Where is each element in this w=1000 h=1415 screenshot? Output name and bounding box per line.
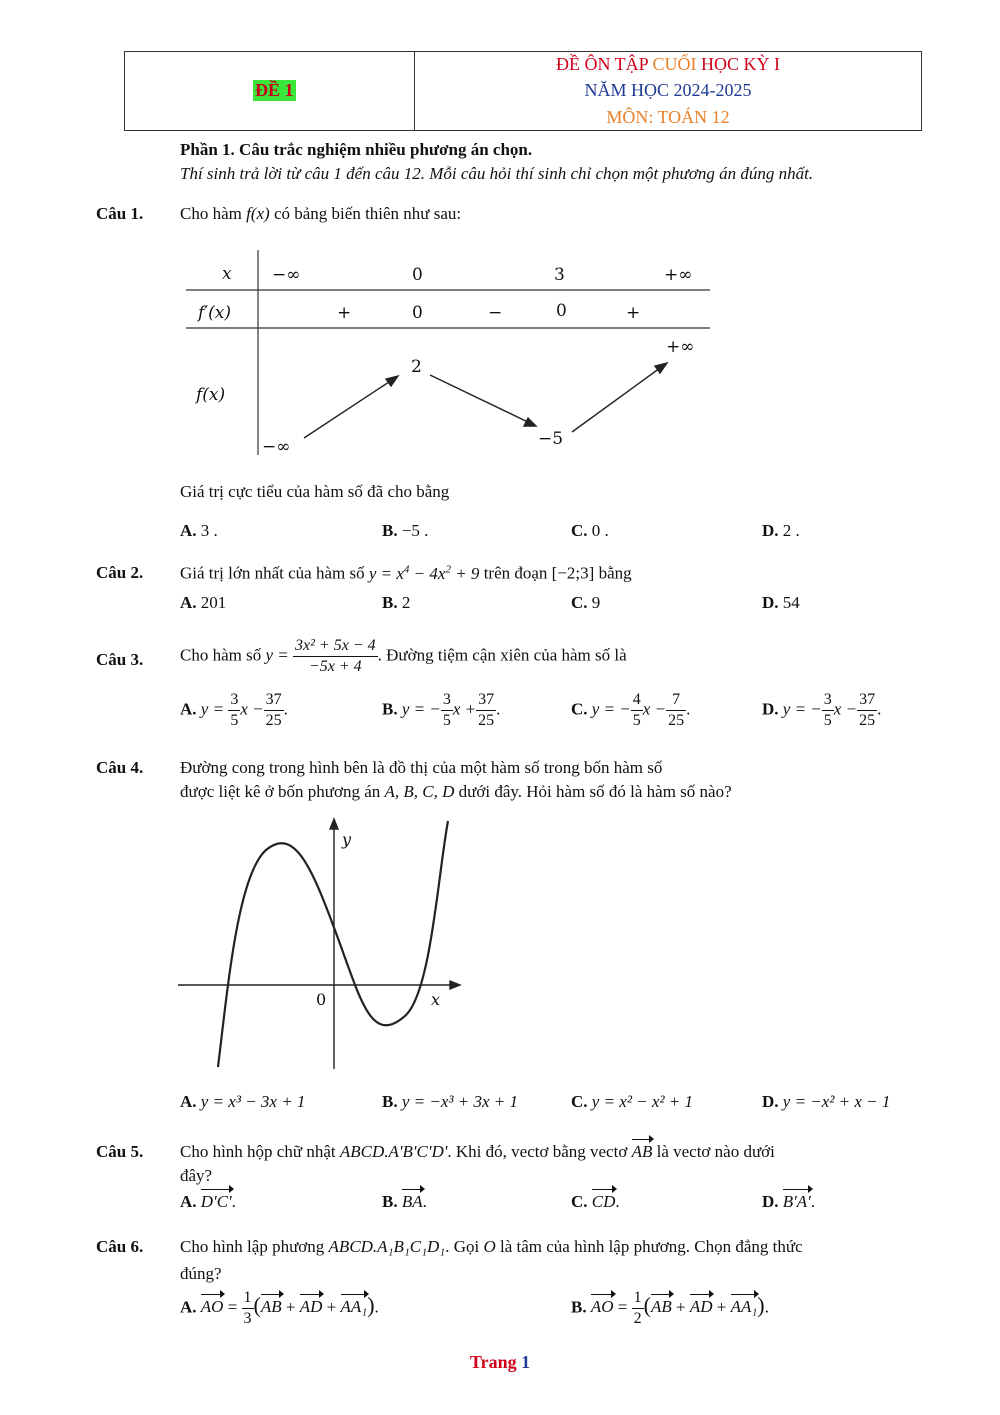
school-year: NĂM HỌC 2024-2025 bbox=[584, 80, 752, 100]
q3-option-a[interactable]: A. y = $\frac{3}{5}$ x − $\frac{37}{25}$ . bbox=[180, 691, 288, 729]
q5-option-a[interactable]: A. D'C'. bbox=[180, 1192, 236, 1211]
exam-title: ĐỀ ÔN TẬP CUỐI HỌC KỲ I bbox=[555, 54, 780, 74]
sign: 0 bbox=[556, 301, 567, 321]
x-value: −∞ bbox=[272, 265, 301, 285]
f-value: −5 bbox=[538, 429, 564, 449]
q3-label: Câu 3. bbox=[96, 650, 144, 669]
sign: − bbox=[488, 303, 503, 323]
q1-option-a[interactable]: A. 3 . bbox=[180, 521, 218, 540]
f-value: −∞ bbox=[262, 437, 291, 457]
q6-option-a[interactable]: A. AO = $\frac{1}{3}$ (AB + AD + AA₁). bbox=[180, 1289, 379, 1327]
sign: + bbox=[337, 303, 352, 323]
q2-option-d[interactable]: D. 54 bbox=[762, 593, 800, 612]
q6-line2: đúng? bbox=[180, 1264, 222, 1283]
q5-label: Câu 5. bbox=[96, 1142, 144, 1161]
q2-text: Giá trị lớn nhất của hàm số $y = x^4 - 4x^2 + 9$ trên đoạn [−2;3] bằng bbox=[180, 563, 632, 583]
page-word: Trang bbox=[469, 1352, 517, 1372]
q1-option-c[interactable]: C. 0 . bbox=[571, 521, 609, 540]
q2-option-c[interactable]: C. 9 bbox=[571, 593, 601, 612]
sign: + bbox=[626, 303, 641, 323]
x-header: x bbox=[222, 264, 232, 284]
q4-label: Câu 4. bbox=[96, 758, 144, 777]
q2-option-a[interactable]: A. 201 bbox=[180, 593, 227, 612]
q3-option-d[interactable]: D. y = − $\frac{3}{5}$ x − $\frac{37}{25}$ . bbox=[762, 691, 882, 729]
exam-title-cell bbox=[415, 52, 921, 130]
arrow-up-2-head bbox=[655, 363, 667, 373]
q2-option-b[interactable]: B. 2 bbox=[382, 593, 411, 612]
exam-header bbox=[124, 51, 922, 131]
f-value: 2 bbox=[411, 357, 422, 377]
variation-table bbox=[180, 250, 720, 460]
q6-text: Cho hình lập phương ABCD.A₁B₁C₁D₁. Gọi O là tâm của hình lập phương. Chọn đẳng thức bbox=[180, 1237, 803, 1256]
q1-text: Cho hàm f(x) có bảng biến thiên như sau: bbox=[180, 204, 462, 223]
q1-option-b[interactable]: B. −5 . bbox=[382, 521, 429, 540]
exam-label: ĐỀ 1 bbox=[255, 80, 294, 100]
f-header: f(x) bbox=[196, 385, 226, 405]
y-axis-label: y bbox=[342, 830, 352, 849]
q3-text: Cho hàm số y = $\frac{\text{3x² + 5x − 4}}{-5x + 4}$ . Đường tiệm cận xiên của hàm số là bbox=[180, 637, 627, 675]
origin-label: 0 bbox=[316, 990, 327, 1009]
arrow-up-1 bbox=[304, 380, 392, 438]
q5-option-c[interactable]: C. CD. bbox=[571, 1192, 620, 1211]
x-axis-label: x bbox=[431, 990, 441, 1009]
q6-option-b[interactable]: B. AO = $\frac{1}{2}$ (AB + AD + AA₁). bbox=[571, 1289, 769, 1327]
x-value: 0 bbox=[412, 265, 423, 285]
x-value: +∞ bbox=[664, 265, 693, 285]
curve bbox=[218, 821, 448, 1067]
f-value: +∞ bbox=[666, 337, 695, 357]
arrow-down bbox=[430, 375, 530, 423]
arrow-down-head bbox=[524, 418, 536, 426]
q3-option-b[interactable]: B. y = − $\frac{3}{5}$ x + $\frac{37}{25}$ . bbox=[382, 691, 501, 729]
sign: 0 bbox=[412, 303, 423, 323]
q1-option-d[interactable]: D. 2 . bbox=[762, 521, 800, 540]
q4-line1: Đường cong trong hình bên là đồ thị của một hàm số trong bốn hàm số bbox=[180, 758, 663, 777]
x-axis-arrow bbox=[450, 981, 460, 989]
q4-option-a[interactable]: A. y = x³ − 3x + 1 bbox=[180, 1092, 306, 1111]
fprime-header: f′(x) bbox=[198, 303, 232, 323]
q3-fraction: $\frac{\text{3x² + 5x − 4}}{-5x + 4}$ bbox=[295, 637, 376, 675]
q5-line2: đây? bbox=[180, 1166, 213, 1185]
x-value: 3 bbox=[554, 265, 565, 285]
q3-option-c[interactable]: C. y = − $\frac{4}{5}$ x − $\frac{7}{25}$ . bbox=[571, 691, 691, 729]
q4-option-c[interactable]: C. y = x² − x² + 1 bbox=[571, 1092, 694, 1111]
page-number: 1 bbox=[521, 1352, 531, 1372]
page-footer bbox=[0, 1352, 1000, 1373]
q4-option-d[interactable]: D. y = −x² + x − 1 bbox=[762, 1092, 891, 1111]
arrow-up-1-head bbox=[386, 376, 398, 386]
q6-label: Câu 6. bbox=[96, 1237, 144, 1256]
q1-label: Câu 1. bbox=[96, 204, 144, 223]
part-instruction: Thí sinh trả lời từ câu 1 đến câu 12. Mỗi câu hỏi thí sinh chỉ chọn một phương án đúng nhất. bbox=[180, 164, 814, 183]
q1-prompt: Giá trị cực tiểu của hàm số đã cho bằng bbox=[180, 482, 450, 501]
arrow-up-2 bbox=[572, 368, 660, 432]
exam-label-cell bbox=[125, 52, 415, 130]
cubic-graph bbox=[176, 815, 466, 1073]
subject: MÔN: TOÁN 12 bbox=[606, 107, 730, 127]
y-axis-arrow bbox=[330, 819, 338, 829]
q4-line2: được liệt kê ở bốn phương án A, B, C, D dưới đây. Hỏi hàm số đó là hàm số nào? bbox=[180, 782, 732, 801]
q4-option-b[interactable]: B. y = −x³ + 3x + 1 bbox=[382, 1092, 518, 1111]
q5-text: Cho hình hộp chữ nhật ABCD.A'B'C'D'. Khi đó, vectơ bằng vectơ AB là vectơ nào dưới bbox=[180, 1142, 775, 1161]
q5-option-d[interactable]: D. B'A'. bbox=[762, 1192, 816, 1211]
q2-label: Câu 2. bbox=[96, 563, 144, 582]
q5-option-b[interactable]: B. BA. bbox=[382, 1192, 427, 1211]
part-title: Phần 1. Câu trắc nghiệm nhiều phương án chọn. bbox=[180, 140, 533, 159]
